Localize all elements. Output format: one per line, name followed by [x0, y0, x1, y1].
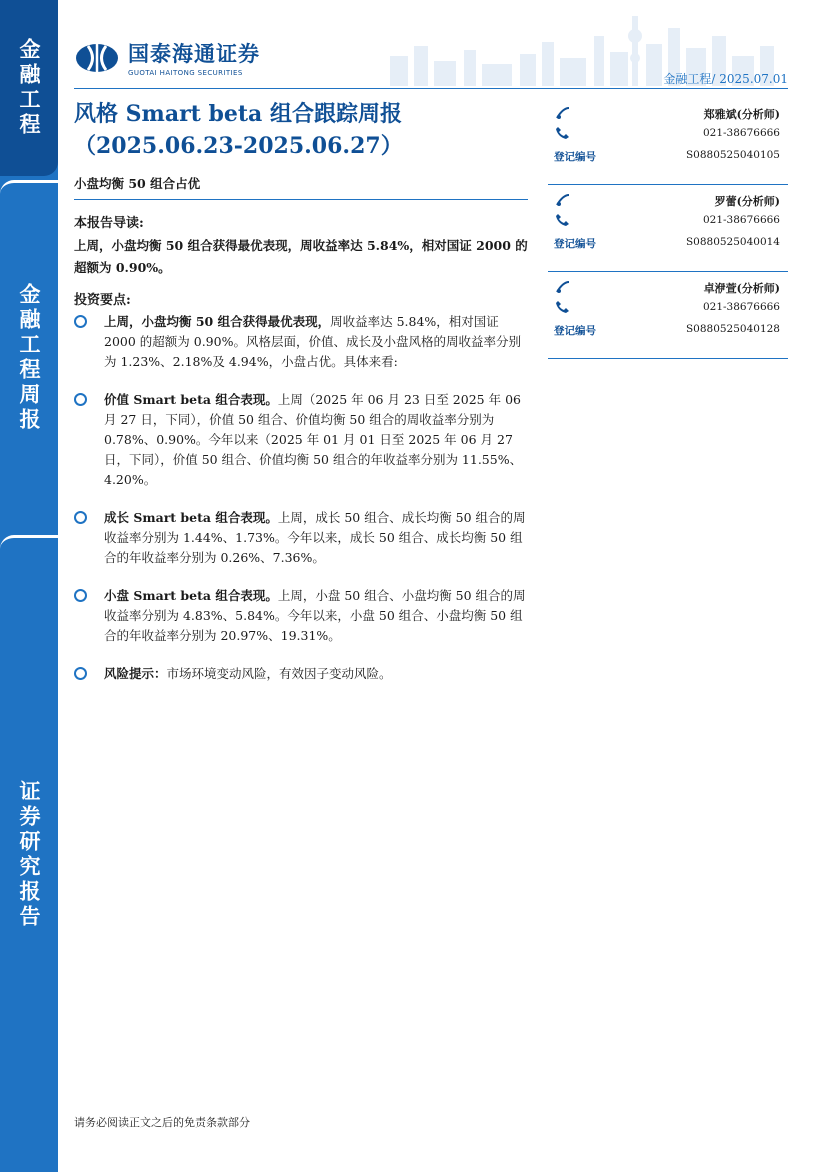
key-point-body: 上周，成长 50 组合、成长均衡 50 组合的周收益率分别为 1.44%、1.73%。今年以来，成长 50 组合、成长均衡 50 组合的年收益率分别为 0.26%、7.36%。: [104, 510, 526, 565]
key-point-body: 周收益率达 5.84%，相对国证 2000 的超额为 0.90%。风格层面，价值、成长及小盘风格的周收益率分别为 1.23%、2.18%及 4.94%，小盘占优。具体来看:: [104, 314, 521, 369]
lead-text: 上周，小盘均衡 50 组合获得最优表现，周收益率达 5.84%，相对国证 2000 的超额为 0.90%。: [74, 238, 528, 275]
logo-english-name: GUOTAI HAITONG SECURITIES: [128, 69, 243, 77]
registration-label: 登记编号: [554, 151, 596, 163]
side-tab-financial-engineering: [0, 0, 58, 176]
side-tab-research-report: [0, 535, 58, 1172]
analyst-card: [548, 187, 788, 272]
key-point-lead: 风险提示：: [104, 666, 167, 681]
phone-icon: [554, 126, 572, 140]
title-divider: [74, 199, 528, 200]
registration-number: S0880525040105: [685, 149, 780, 161]
analyst-name: 罗蕾(分析师): [714, 195, 780, 208]
title-line-1: 风格 Smart beta 组合跟踪周报: [74, 101, 402, 127]
side-tab-label: 金融工程周报: [17, 283, 41, 433]
analyst-name: 卓洢萱(分析师): [703, 282, 780, 295]
logo-mark-icon: [74, 42, 120, 74]
bullet-icon: [74, 393, 87, 406]
report-title: [74, 98, 403, 162]
footer-disclaimer: 请务必阅读正文之后的免责条款部分: [74, 1116, 250, 1129]
pen-icon: [554, 280, 572, 294]
phone-icon: [554, 213, 572, 227]
key-point-body: 上周（2025 年 06 月 23 日至 2025 年 06 月 27 日，下同），价值 50 组合、价值均衡 50 组合的周收益率分别为 0.78%、0.90%。今年以来（2025 年 01 月 01 日至 2025 年 06 月 27 日，下同），价值 50 组合、价值均衡 50 组合的年收益率分别为 11.55%、4.20%。: [104, 392, 523, 487]
phone-icon: [554, 300, 572, 314]
points-heading: 投资要点:: [74, 293, 131, 308]
key-point: [74, 390, 529, 490]
key-point: [74, 508, 529, 568]
header-divider: [74, 88, 788, 89]
key-point: [74, 312, 529, 372]
analyst-phone: 021-38676666: [702, 214, 780, 226]
bullet-icon: [74, 511, 87, 524]
registration-number: S0880525040128: [685, 323, 780, 335]
analyst-card: [548, 100, 788, 185]
bullet-icon: [74, 315, 87, 328]
key-point-lead: 上周，小盘均衡 50 组合获得最优表现，: [104, 314, 331, 329]
side-tab-label: 金融工程: [17, 38, 41, 138]
bullet-icon: [74, 667, 87, 680]
title-line-2: （2025.06.23-2025.06.27）: [74, 133, 403, 159]
analyst-card: [548, 274, 788, 359]
key-points-list: [74, 312, 529, 702]
side-tab-weekly-report: [0, 180, 58, 533]
registration-label: 登记编号: [554, 238, 596, 250]
key-point: [74, 586, 529, 646]
side-tab-label: 证券研究报告: [17, 780, 41, 930]
bullet-icon: [74, 589, 87, 602]
analyst-name: 郑雅斌(分析师): [703, 108, 780, 121]
key-point-lead: 成长 Smart beta 组合表现。: [104, 510, 278, 525]
key-point-body: 市场环境变动风险，有效因子变动风险。: [166, 666, 392, 681]
company-logo: [74, 38, 260, 77]
key-point-lead: 小盘 Smart beta 组合表现。: [104, 588, 278, 603]
key-point-risk: [74, 664, 529, 684]
report-category-date: 金融工程/ 2025.07.01: [663, 72, 788, 86]
registration-label: 登记编号: [554, 325, 596, 337]
analyst-phone: 021-38676666: [702, 301, 780, 313]
registration-number: S0880525040014: [685, 236, 780, 248]
pen-icon: [554, 193, 572, 207]
report-subtitle: 小盘均衡 50 组合占优: [74, 176, 201, 191]
pen-icon: [554, 106, 572, 120]
logo-chinese-name: 国泰海通证券: [128, 42, 260, 66]
key-point-body: 上周，小盘 50 组合、小盘均衡 50 组合的周收益率分别为 4.83%、5.84%。今年以来，小盘 50 组合、小盘均衡 50 组合的年收益率分别为 20.97%、19.31%。: [104, 588, 526, 643]
analyst-phone: 021-38676666: [702, 127, 780, 139]
lead-heading: 本报告导读:: [74, 216, 144, 231]
analyst-list: [548, 100, 788, 361]
key-point-lead: 价值 Smart beta 组合表现。: [104, 392, 278, 407]
